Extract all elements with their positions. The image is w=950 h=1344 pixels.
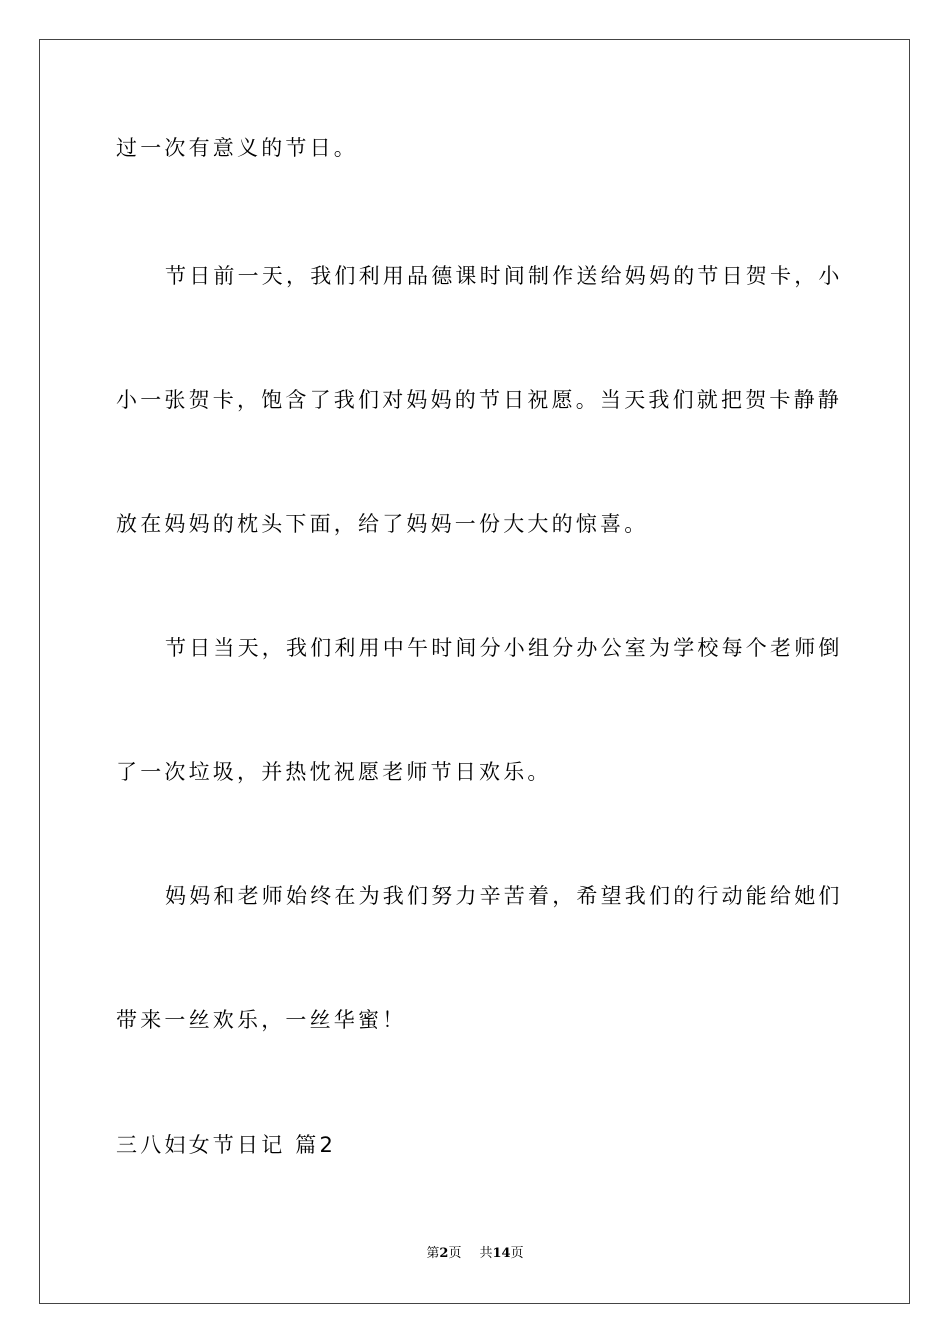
total-pages: 14 xyxy=(492,1246,511,1261)
paragraph-line-8: 带来一丝欢乐，一丝华蜜！ xyxy=(116,1008,407,1032)
total-suffix: 页 xyxy=(510,1246,524,1261)
paragraph-line-4: 放在妈妈的枕头下面，给了妈妈一份大大的惊喜。 xyxy=(116,512,649,536)
page-number: 2 xyxy=(439,1246,449,1261)
page-border xyxy=(39,39,910,1304)
page-suffix: 页 xyxy=(448,1246,462,1261)
section-heading: 三八妇女节日记 篇2 xyxy=(116,1133,337,1157)
text-line-1: 过一次有意义的节日。 xyxy=(116,136,358,160)
page-footer xyxy=(0,1245,950,1263)
paragraph-line-2: 节日前一天，我们利用品德课时间制作送给妈妈的节日贺卡，小 xyxy=(165,264,843,288)
paragraph-line-5: 节日当天，我们利用中午时间分小组分办公室为学校每个老师倒 xyxy=(165,636,843,660)
total-prefix: 共 xyxy=(479,1246,493,1261)
paragraph-line-6: 了一次垃圾，并热忱祝愿老师节日欢乐。 xyxy=(116,760,552,784)
paragraph-line-3: 小一张贺卡，饱含了我们对妈妈的节日祝愿。当天我们就把贺卡静静 xyxy=(116,388,842,412)
paragraph-line-7: 妈妈和老师始终在为我们努力辛苦着，希望我们的行动能给她们 xyxy=(165,884,843,908)
page-prefix: 第 xyxy=(426,1246,440,1261)
